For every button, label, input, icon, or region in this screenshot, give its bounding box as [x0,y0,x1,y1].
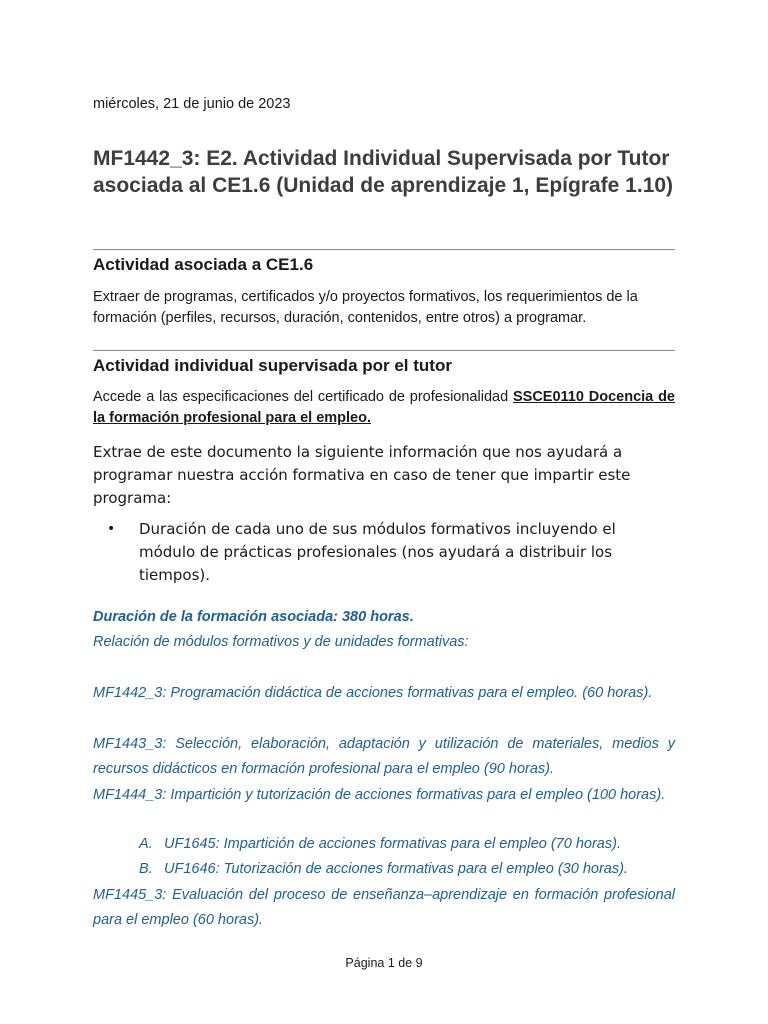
unit-item [139,832,679,857]
intro-paragraph [93,387,675,429]
unit-item [139,857,679,882]
document-date: miércoles, 21 de junio de 2023 [93,96,291,112]
unit-letter: B. [139,861,153,877]
module-item: MF1444_3: Impartición y tutorización de acciones formativas para el empleo (100 horas). [93,787,666,803]
unit-text: UF1646: Tutorización de acciones formativas para el empleo (30 horas). [164,861,628,877]
duration-line: Duración de la formación asociada: 380 horas. [93,609,414,625]
certificate-link[interactable]: SSCE0110 Docencia de la formación profesional para el empleo. [93,389,675,426]
unit-text: UF1645: Impartición de acciones formativas para el empleo (70 horas). [164,836,621,852]
section-divider [93,350,675,351]
relation-line: Relación de módulos formativos y de unidades formativas: [93,634,469,650]
intro-text: Accede a las especificaciones del certificado de profesionalidad [93,389,513,405]
page-number: Página 1 de 9 [345,956,423,970]
bullet-text: Duración de cada uno de sus módulos formativos incluyendo el módulo de prácticas profesionales (nos ayudará a distribuir los tiempos). [139,520,616,584]
bullet-icon: • [107,521,116,537]
section-heading-ce16: Actividad asociada a CE1.6 [93,255,314,274]
unit-letter: A. [139,836,153,852]
module-item: MF1442_3: Programación didáctica de acciones formativas para el empleo. (60 horas). [93,685,653,701]
module-item: MF1443_3: Selección, elaboración, adaptación y utilización de materiales, medios y recursos didácticos en formación profesional para el empleo (90 horas). [93,736,675,777]
section-heading-supervised: Actividad individual supervisada por el tutor [93,356,452,375]
section-divider [93,249,675,250]
module-item: MF1445_3: Evaluación del proceso de enseñanza–aprendizaje en formación profesional para el empleo (60 horas). [93,887,675,928]
section-ce16-text: Extraer de programas, certificados y/o proyectos formativos, los requerimientos de la formación (perfiles, recursos, duración, contenidos, entre otros) a programar. [93,289,638,326]
instruction-paragraph: Extrae de este documento la siguiente información que nos ayudará a programar nuestra acción formativa en caso de tener que impartir este programa: [93,443,631,507]
document-title: MF1442_3: E2. Actividad Individual Supervisada por Tutor asociada al CE1.6 (Unidad de aprendizaje 1, Epígrafe 1.10) [93,147,674,197]
